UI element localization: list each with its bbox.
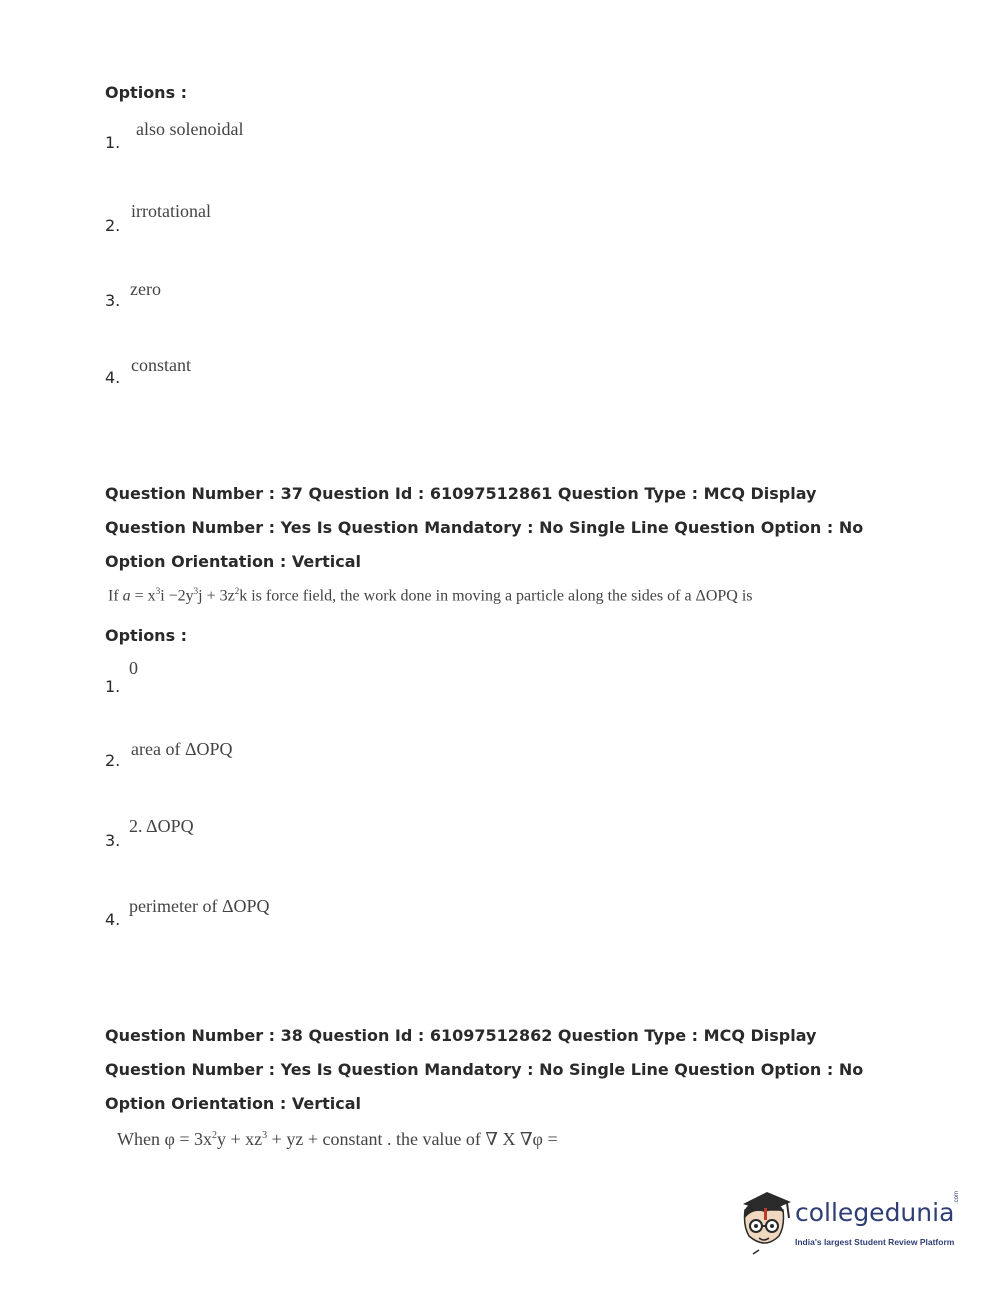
- option-text: 0: [129, 658, 138, 678]
- mascot-icon: [735, 1188, 795, 1258]
- logo-wordmark: collegedunia: [795, 1198, 955, 1227]
- option-number: 2.: [105, 216, 121, 235]
- question-text: When $\varphi = 3x^2y + xz^3$ + yz + constant . the value of ∇ X ∇φ =: [117, 1129, 558, 1149]
- option-number: 3.: [105, 831, 121, 850]
- option-number: 3.: [105, 291, 121, 310]
- option-text: perimeter of ΔOPQ: [129, 896, 270, 916]
- option-number: 2.: [105, 751, 121, 770]
- question-header: Question Number : 38 Question Id : 61097512862 Question Type : MCQ Display Question Number : Yes Is Question Mandatory : No Single Line Question Option : No Option Orientation : Vertical: [105, 1026, 864, 1113]
- logo-tagline: India's largest Student Review Platform: [795, 1237, 955, 1247]
- option-number: 4.: [105, 368, 121, 387]
- option-text: area of ΔOPQ: [131, 739, 233, 759]
- options-label: Options :: [105, 83, 188, 102]
- question-header: Question Number : 37 Question Id : 61097512861 Question Type : MCQ Display Question Number : Yes Is Question Mandatory : No Single Line Question Option : No Option Orientation : Vertical: [105, 484, 864, 571]
- options-label: Options :: [105, 626, 188, 645]
- option-text: also solenoidal: [136, 119, 244, 139]
- collegedunia-logo: [735, 1188, 965, 1260]
- option-text: constant: [131, 355, 191, 375]
- logo-com: .com: [954, 1190, 960, 1204]
- option-text: 2. ΔOPQ: [129, 816, 194, 836]
- option-text: irrotational: [131, 201, 211, 221]
- option-text: zero: [130, 279, 161, 299]
- option-number: 1.: [105, 677, 121, 696]
- question-text: If $a = x^3i -2y^3j + 3z^2k$ is force field, the work done in moving a particle along the sides of a ΔOPQ is: [108, 586, 753, 605]
- option-number: 1.: [105, 133, 121, 152]
- option-number: 4.: [105, 910, 121, 929]
